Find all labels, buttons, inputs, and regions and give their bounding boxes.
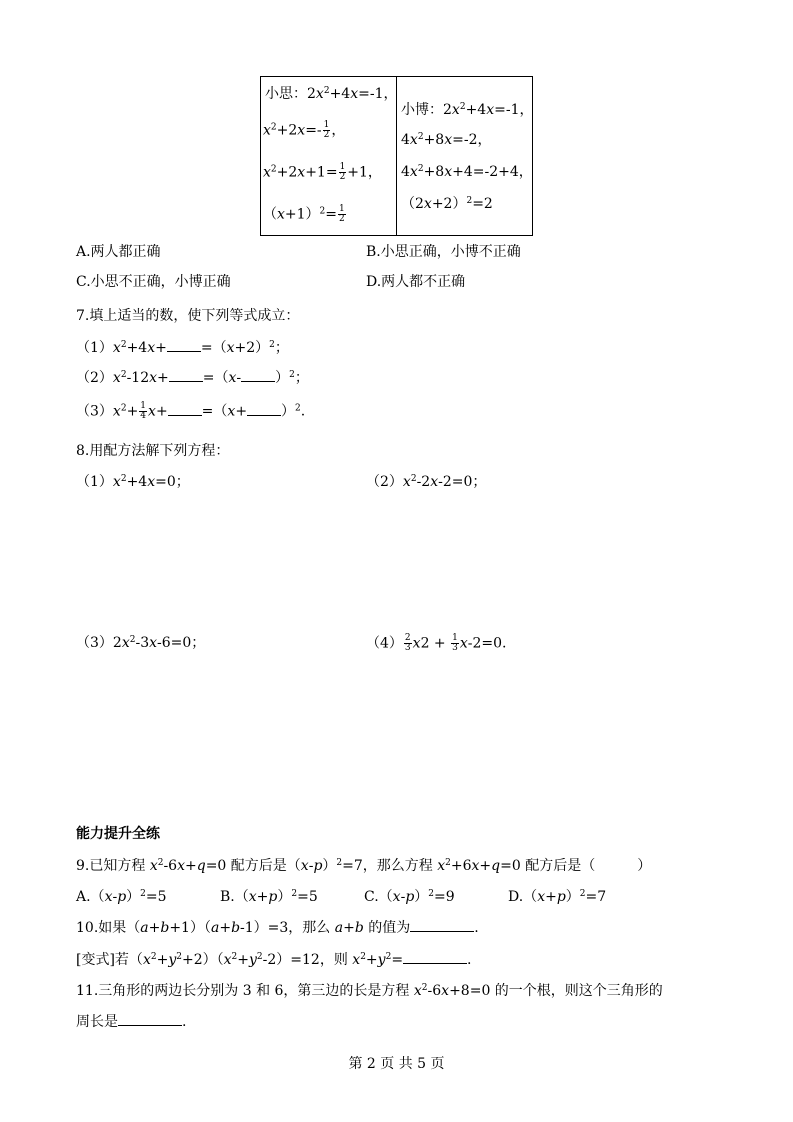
xiaobo-line-4: $(2x+2)^2=2$ [401,196,493,212]
q9-option-d: $D.(x+p)^2=7$ [508,889,607,905]
q7-item-2: $(2)x^2-12x+ =(x-$ ）$^2$； [76,370,309,386]
q9-option-a: $A.(x-p)^2=5$ [76,889,167,905]
q8-item-3: $(3)2x^2-3x-6=0$； [76,635,206,651]
xiaosi-line-1: 小思：$2x^2+4x=-1$， [265,86,398,102]
page-footer: 第 2 页 共 5 页 [348,1056,445,1072]
xiaobo-line-3: $4x^2+8x+4=-2+4$， [401,164,533,180]
xiaosi-line-4: $(x+1)^2=$ $\frac{1}{2}$ [263,204,345,224]
q10-variant: [变式]若$(x^2+y^2+2)(x^2+y^2-2)=12$，则 $x^2+y^2=$ . [76,952,472,968]
xiaosi-line-2: $x^2+2x=-$ $\frac{1}{2}$ ， [263,120,346,140]
xiaobo-line-1: 小博：$2x^2+4x=-1$， [401,102,534,118]
xiaobo-line-2: $4x^2+8x=-2$， [401,132,492,148]
q10-stem: 10.如果（a+b+1）（a+b-1）=3，那么 a+b 的值为 . [76,920,479,936]
q11-line-1: 11.三角形的两边长分别为 3 和 6，第三边的长是方程 $x^2-6x+8=0$ 的一个根，则这个三角形的 [76,983,663,999]
solution-comparison-table [260,76,533,236]
q9-stem: 9.已知方程 $x^2-6x+q=0$ 配方后是$(x-p)^2=7$，那么方程 $x^2+6x+q=0$ 配方后是（ ） [76,858,652,874]
q8-item-1: $(1)x^2+4x=0$； [76,474,190,490]
q11-line-2: 周长是 . [76,1014,187,1030]
q6-option-a: A.两人都正确 [76,244,161,260]
q6-option-c: C.小思不正确，小博正确 [76,274,231,290]
section-title: 能力提升全练 [76,826,160,842]
q8-stem: 8.用配方法解下列方程： [76,443,230,459]
q7-item-3: $(3)x^2+$ $\frac{1}{4}$ $x+ =(x+ )^2$. [76,401,306,421]
q6-option-d: D.两人都不正确 [366,274,466,290]
q7-stem: 7.填上适当的数，使下列等式成立： [76,308,300,324]
q9-option-b: $B.(x+p)^2=5$ [220,889,318,905]
q8-item-2: $(2)x^2-2x-2=0$； [366,474,487,490]
q9-option-c: $C.(x-p)^2=9$ [364,889,455,905]
q6-option-b: B.小思正确，小博不正确 [366,244,521,260]
q8-item-4: （4） $\frac{2}{3}$ x2 + $\frac{1}{3}$ x-2=0. [366,633,507,653]
xiaosi-line-3: $x^2+2x+1=$ $\frac{1}{2}$ +1， [263,162,382,182]
q7-item-1: $(1)x^2+4x+ =(x+2)^2$； [76,340,289,356]
